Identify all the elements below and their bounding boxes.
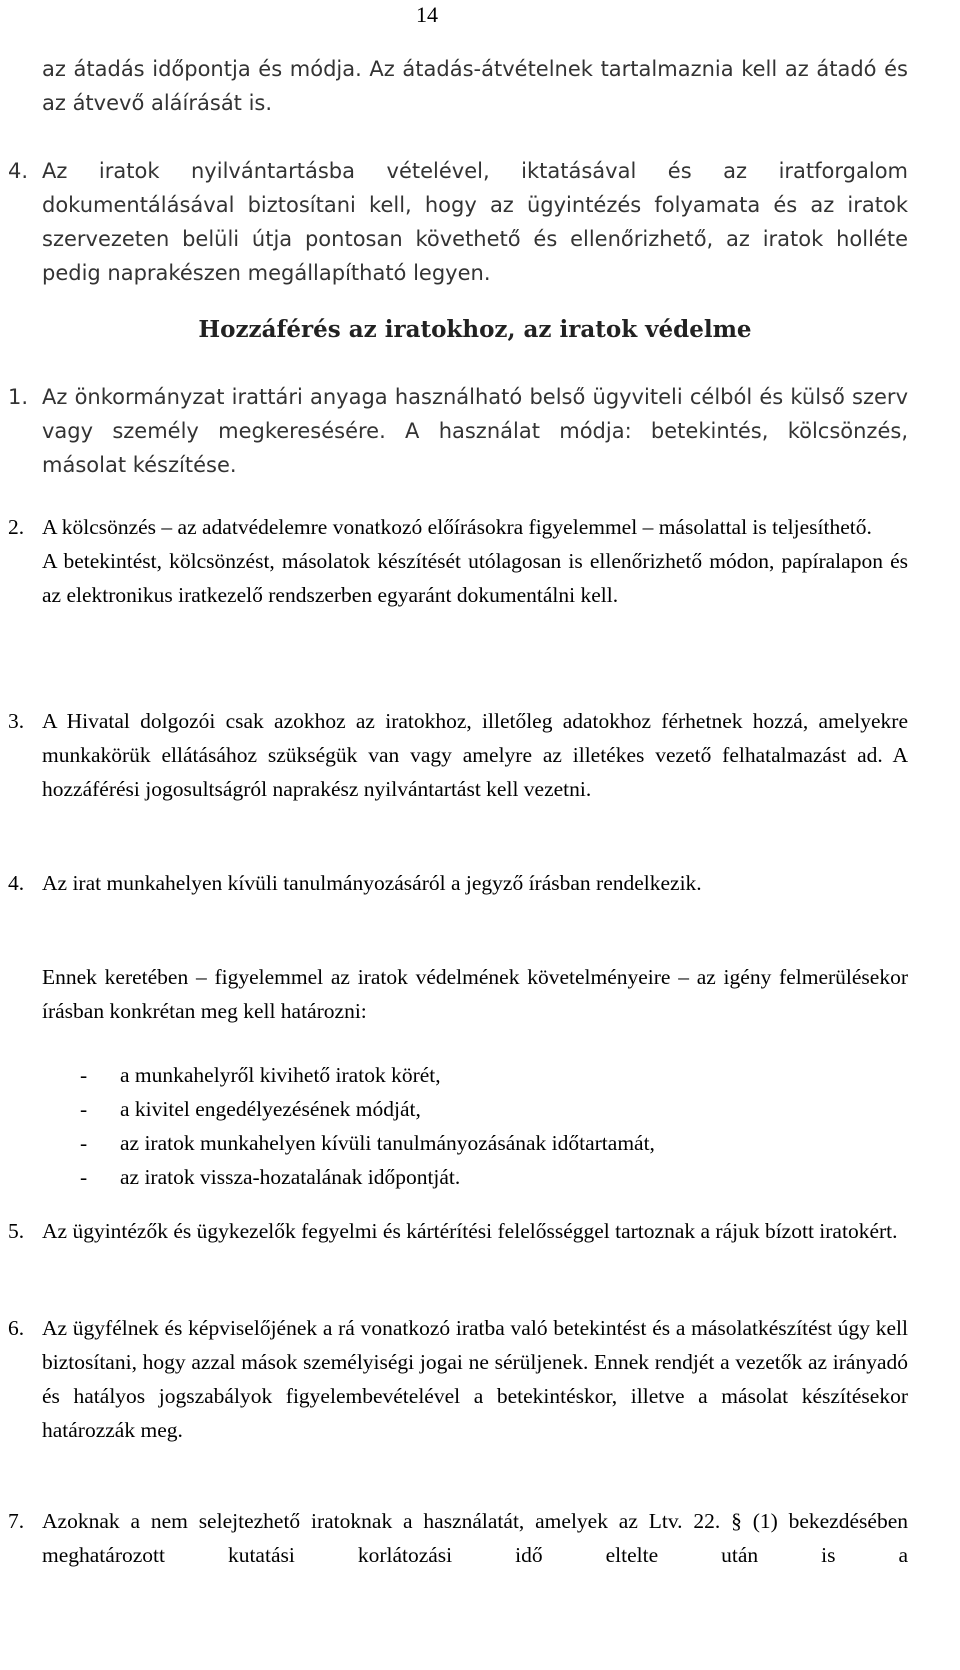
item-7 — [8, 1504, 908, 1572]
intro-paragraph — [42, 52, 908, 120]
item-text: Az irat munkahelyen kívüli tanulmányozásáról a jegyző írásban rendelkezik. — [42, 871, 702, 895]
item-text: Azoknak a nem selejtezhető iratoknak a használatát, amelyek az Ltv. 22. § (1) bekezdésében meghatározott kutatási korlátozási idő eltelte után is a — [42, 1509, 908, 1567]
section-heading: Hozzáférés az iratokhoz, az iratok védelme — [198, 316, 752, 343]
item-text: Az ügyintézők és ügykezelők fegyelmi és kártérítési felelősséggel tartoznak a rájuk bízott iratokért. — [42, 1219, 898, 1243]
item-number: 4. — [8, 871, 25, 895]
item-text: Az iratok nyilvántartásba vételével, iktatásával és az iratforgalom dokumentálásával biztosítani kell, hogy az ügyintézés folyamata és az iratok szervezeten belüli útja pontosan követhető és ellenőrizhető, az iratok holléte pedig naprakészen megállapítható legyen. — [42, 159, 908, 285]
item-number: 4. — [8, 159, 29, 183]
item-number: 6. — [8, 1316, 25, 1340]
item-1 — [8, 380, 908, 482]
item-number: 2. — [8, 515, 25, 539]
item-text-continued: A betekintést, kölcsönzést, másolatok készítését utólagosan is ellenőrizhető módon, papíralapon és az elektronikus iratkezelő rendszerben egyaránt dokumentálni kell. — [42, 549, 908, 607]
item-number: 1. — [8, 385, 29, 409]
framework-paragraph — [42, 960, 908, 1028]
dash-list — [80, 1058, 900, 1194]
list-item: - az iratok munkahelyen kívüli tanulmányozásának időtartamát, — [80, 1131, 655, 1155]
item-text: Az ügyfélnek és képviselőjének a rá vonatkozó iratba való betekintést és a másolatkészítést úgy kell biztosítani, hogy azzal mások személyiségi jogai ne sérüljenek. Ennek rendjét a vezetők az irányadó és hatályos jogszabályok figyelembevételével a betekintéskor, illetve a másolat készítésekor határozzák meg. — [42, 1316, 908, 1442]
item-number: 5. — [8, 1219, 25, 1243]
list-item: - a kivitel engedélyezésének módját, — [80, 1097, 421, 1121]
item-2 — [8, 510, 908, 612]
framework-text: Ennek keretében – figyelemmel az iratok védelmének követelményeire – az igény felmerülésekor írásban konkrétan meg kell határozni: — [42, 965, 908, 1023]
item-5 — [8, 1214, 908, 1248]
list-item: - az iratok vissza-hozatalának időpontját. — [80, 1165, 461, 1189]
item-3 — [8, 704, 908, 806]
item-text: A Hivatal dolgozói csak azokhoz az iratokhoz, illetőleg adatokhoz férhetnek hozzá, amelyekre munkakörük ellátásához szükségük van vagy amelyre az illetékes vezető felhatalmazást ad. A hozzáférési jogosultságról naprakész nyilvántartást kell vezetni. — [42, 709, 908, 801]
item-number: 3. — [8, 709, 25, 733]
item-text: Az önkormányzat irattári anyaga használható belső ügyviteli célból és külső szerv vagy személy megkeresésére. A használat módja: betekintés, kölcsönzés, másolat készítése. — [42, 385, 908, 477]
intro-text: az átadás időpontja és módja. Az átadás-átvételnek tartalmaznia kell az átadó és az átvevő aláírását is. — [42, 57, 908, 115]
list-item: - a munkahelyről kivihető iratok körét, — [80, 1063, 441, 1087]
item-4 — [8, 866, 908, 900]
item-text: A kölcsönzés – az adatvédelemre vonatkozó előírásokra figyelemmel – másolattal is teljesíthető. — [42, 515, 872, 539]
item-number: 7. — [8, 1509, 25, 1533]
page-number: 14 — [416, 2, 438, 27]
item-6 — [8, 1311, 908, 1447]
paragraph-4-registration — [8, 154, 908, 290]
